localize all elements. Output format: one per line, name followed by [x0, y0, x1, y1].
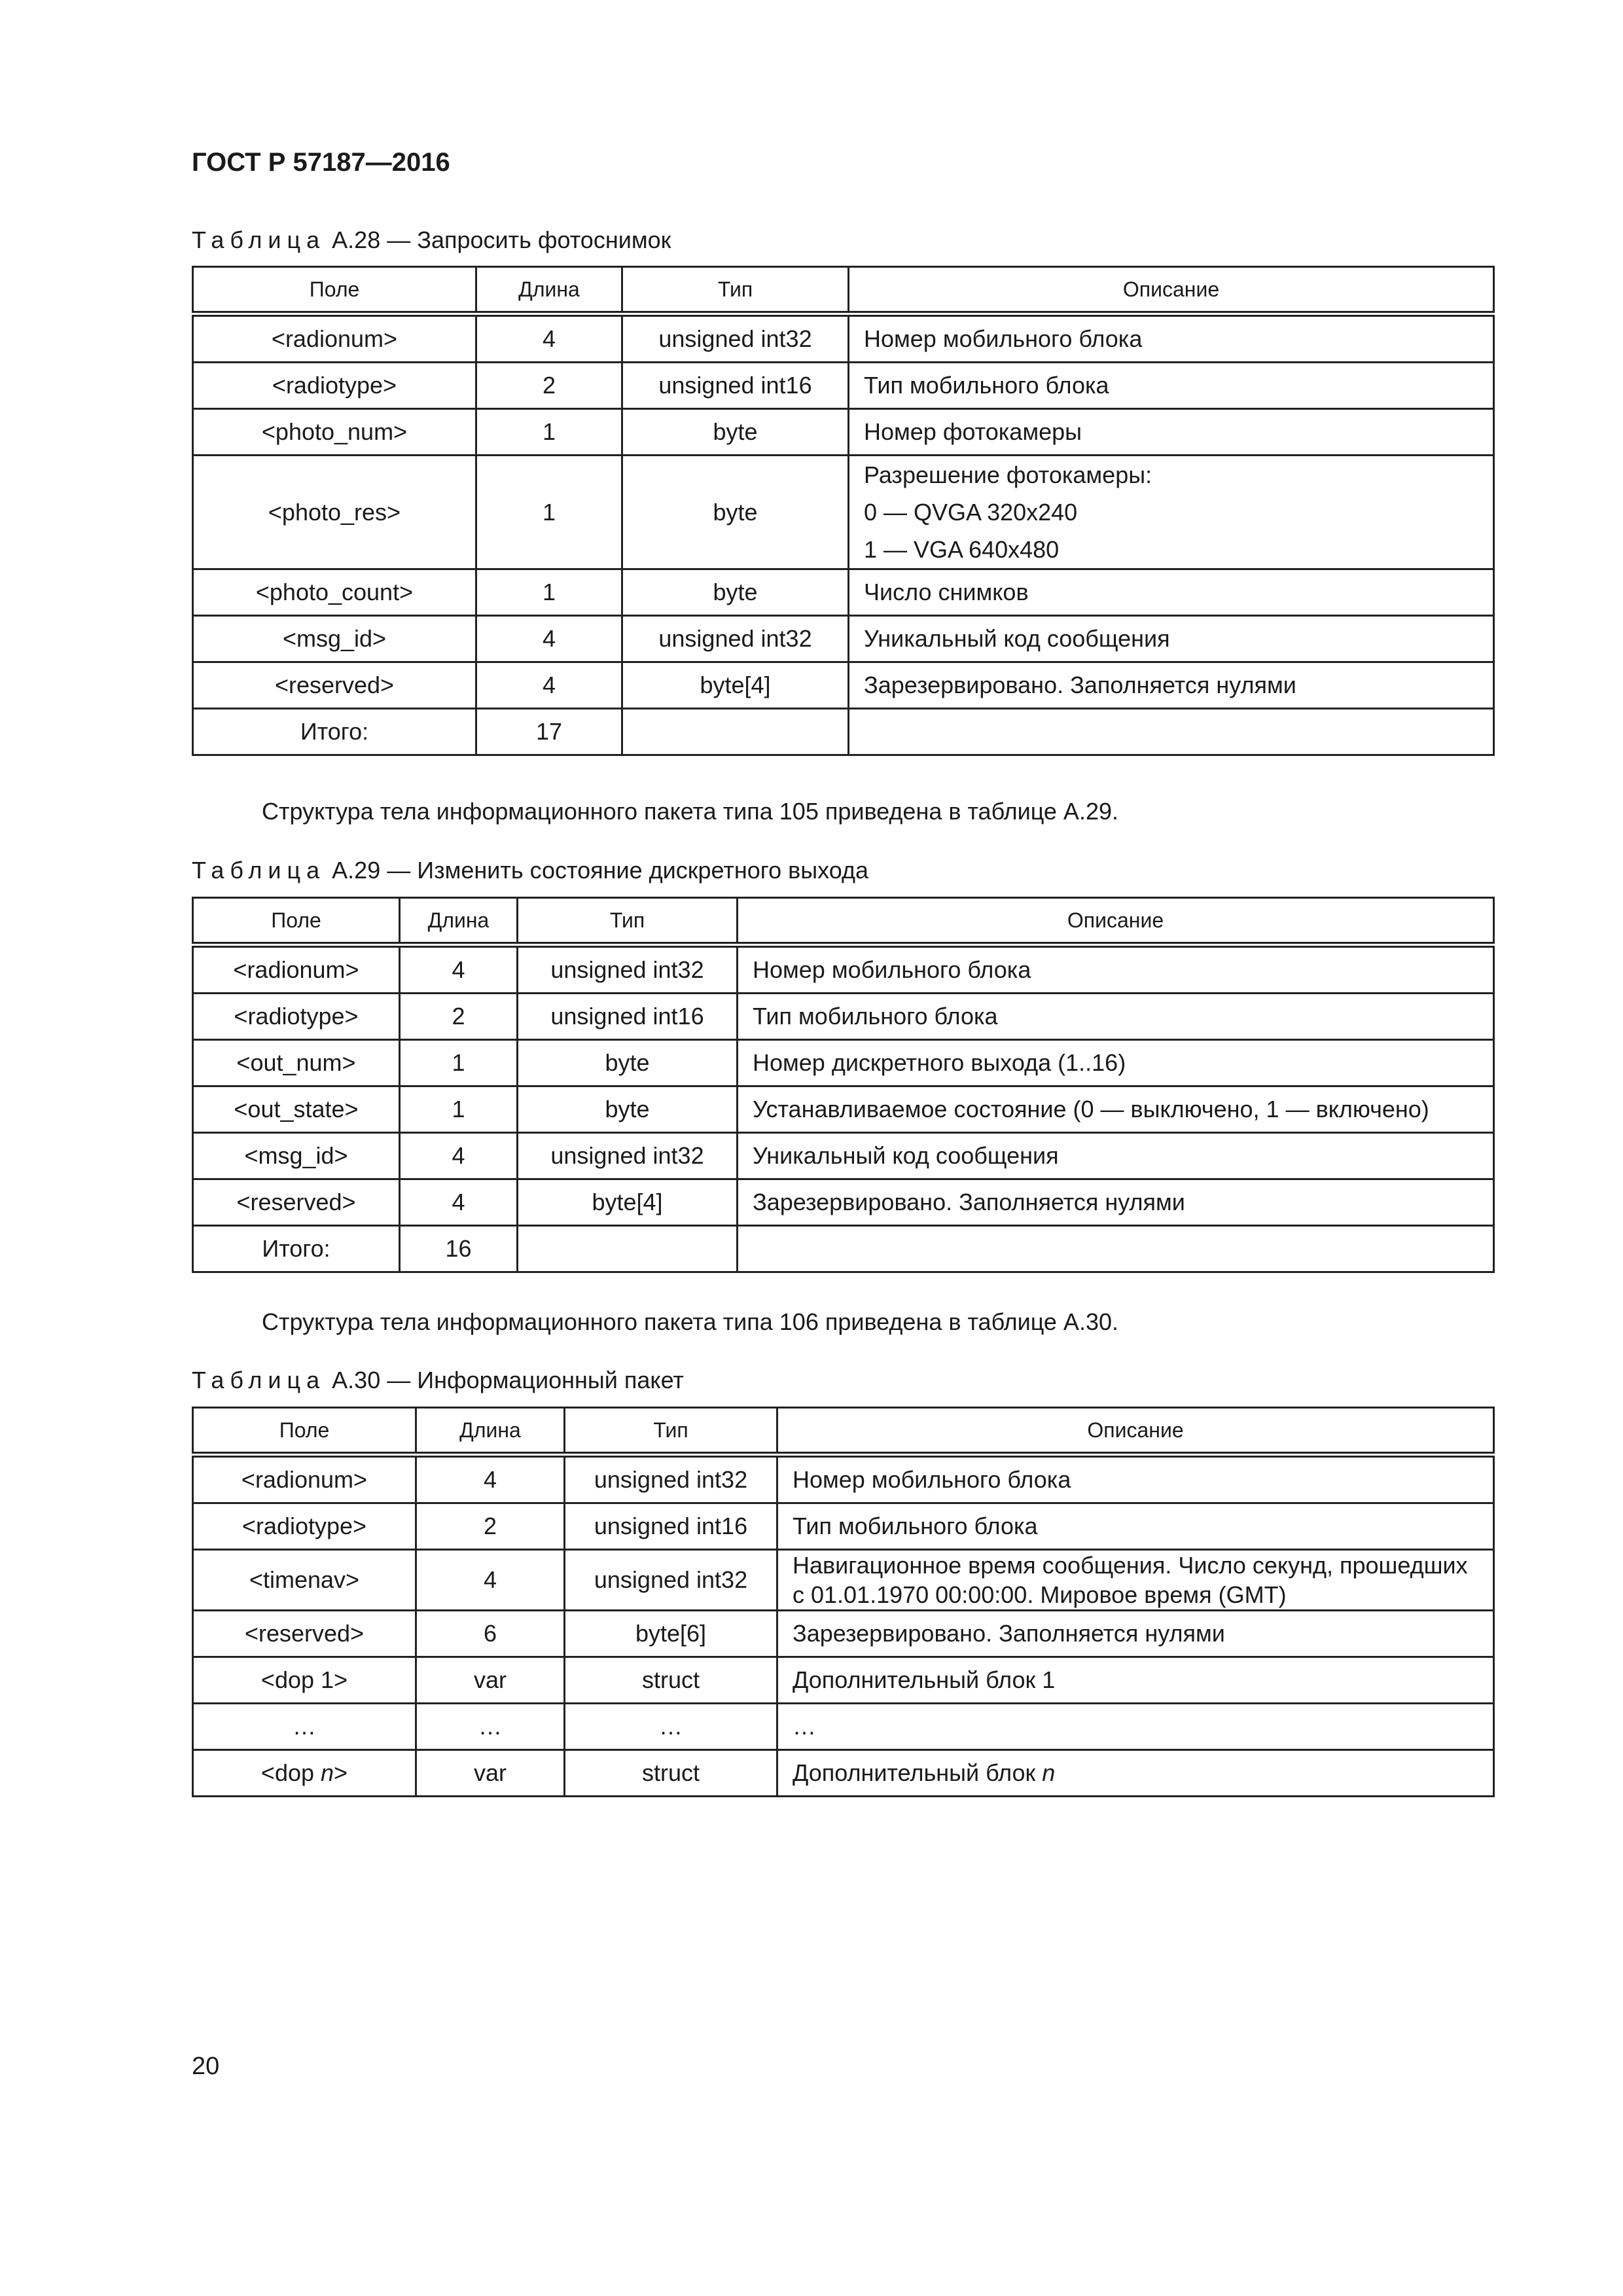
field-italic: n: [321, 1759, 334, 1786]
column-header-type: Тип: [565, 1408, 777, 1455]
table-row: [193, 1086, 1494, 1133]
table-total-row: [193, 709, 1494, 755]
table-a29-caption: [192, 857, 868, 884]
cell-description: [777, 1750, 1494, 1797]
caption-label: Таблица: [192, 857, 326, 884]
table-row: [193, 1704, 1494, 1750]
field-suffix: >: [334, 1759, 348, 1786]
cell-field: …: [193, 1704, 416, 1750]
table-a28: [192, 266, 1495, 756]
cell-type: byte[4]: [622, 662, 849, 709]
cell-type: byte[4]: [518, 1179, 738, 1226]
column-header-description: Описание: [777, 1408, 1494, 1455]
cell-field: <reserved>: [193, 662, 476, 709]
cell-type: byte: [622, 409, 849, 456]
cell-type: unsigned int16: [565, 1503, 777, 1550]
column-header-field: Поле: [193, 267, 476, 314]
cell-description: Номер мобильного блока: [777, 1455, 1494, 1503]
cell-type: [622, 709, 849, 755]
paragraph-106: Структура тела информационного пакета типа 106 приведена в таблице А.30.: [262, 1308, 1118, 1335]
cell-description: Номер дискретного выхода (1..16): [738, 1040, 1494, 1086]
caption-label: Таблица: [192, 226, 326, 253]
cell-field: <radiotype>: [193, 994, 400, 1040]
cell-length: 4: [416, 1455, 565, 1503]
description-line: Разрешение фотокамеры:: [864, 461, 1152, 488]
cell-type: [518, 1226, 738, 1272]
table-row: [193, 363, 1494, 409]
table-row: [193, 569, 1494, 616]
cell-field: <radiotype>: [193, 363, 476, 409]
cell-length: 4: [476, 314, 622, 363]
cell-description: [849, 709, 1494, 755]
cell-field: <radionum>: [193, 1455, 416, 1503]
table-row: [193, 662, 1494, 709]
description-line: Навигационное время сообщения. Число секунд, прошедших: [793, 1552, 1468, 1579]
cell-length: 16: [400, 1226, 518, 1272]
cell-field: <timenav>: [193, 1550, 416, 1611]
table-header-row: [193, 898, 1494, 945]
caption-title: А.30 — Информационный пакет: [325, 1367, 684, 1393]
cell-description: Номер мобильного блока: [738, 945, 1494, 994]
cell-length: 2: [476, 363, 622, 409]
cell-description: Уникальный код сообщения: [849, 616, 1494, 662]
table-row: [193, 1750, 1494, 1797]
table-row: [193, 1611, 1494, 1657]
description-line: с 01.01.1970 00:00:00. Мировое время (GMT): [793, 1581, 1287, 1608]
cell-length: 1: [476, 409, 622, 456]
cell-description: Число снимков: [849, 569, 1494, 616]
description-line: 1 — VGA 640x480: [864, 536, 1060, 563]
description-italic: n: [1042, 1759, 1056, 1786]
field-prefix: <dop: [260, 1759, 321, 1786]
column-header-length: Длина: [400, 898, 518, 945]
cell-type: unsigned int16: [622, 363, 849, 409]
description-line: 0 — QVGA 320x240: [864, 499, 1078, 526]
table-row: [193, 409, 1494, 456]
column-header-description: Описание: [849, 267, 1494, 314]
cell-field: [193, 1750, 416, 1797]
table-row: [193, 1179, 1494, 1226]
cell-length: 1: [400, 1086, 518, 1133]
table-row: [193, 456, 1494, 569]
cell-description: Тип мобильного блока: [738, 994, 1494, 1040]
cell-description: Уникальный код сообщения: [738, 1133, 1494, 1179]
cell-length: 4: [400, 945, 518, 994]
cell-type: struct: [565, 1750, 777, 1797]
cell-type: unsigned int32: [518, 945, 738, 994]
table-a30-caption: [192, 1367, 684, 1394]
cell-length: var: [416, 1657, 565, 1704]
cell-type: …: [565, 1704, 777, 1750]
column-header-type: Тип: [518, 898, 738, 945]
cell-type: unsigned int16: [518, 994, 738, 1040]
cell-length: 4: [476, 662, 622, 709]
cell-type: byte: [622, 456, 849, 569]
cell-field: <photo_count>: [193, 569, 476, 616]
table-row: [193, 314, 1494, 363]
cell-field: <msg_id>: [193, 616, 476, 662]
cell-length: 4: [416, 1550, 565, 1611]
table-header-row: [193, 267, 1494, 314]
cell-field: <radiotype>: [193, 1503, 416, 1550]
table-header-row: [193, 1408, 1494, 1455]
cell-field: <photo_num>: [193, 409, 476, 456]
column-header-field: Поле: [193, 898, 400, 945]
cell-field: <photo_res>: [193, 456, 476, 569]
cell-field: <reserved>: [193, 1611, 416, 1657]
page-number: 20: [192, 2053, 220, 2080]
cell-type: unsigned int32: [565, 1455, 777, 1503]
cell-length: 2: [416, 1503, 565, 1550]
cell-length: 17: [476, 709, 622, 755]
cell-description: Номер фотокамеры: [849, 409, 1494, 456]
cell-field: Итого:: [193, 1226, 400, 1272]
cell-field: <dop 1>: [193, 1657, 416, 1704]
table-row: [193, 1503, 1494, 1550]
table-row: [193, 616, 1494, 662]
cell-length: 2: [400, 994, 518, 1040]
table-total-row: [193, 1226, 1494, 1272]
caption-title: А.28 — Запросить фотоснимок: [325, 226, 671, 253]
cell-description: Дополнительный блок 1: [777, 1657, 1494, 1704]
cell-description: …: [777, 1704, 1494, 1750]
table-a28-caption: [192, 226, 671, 254]
column-header-field: Поле: [193, 1408, 416, 1455]
column-header-type: Тип: [622, 267, 849, 314]
caption-title: А.29 — Изменить состояние дискретного выхода: [325, 857, 868, 884]
table-row: [193, 1657, 1494, 1704]
cell-field: <radionum>: [193, 945, 400, 994]
table-row: [193, 1040, 1494, 1086]
cell-description: Тип мобильного блока: [777, 1503, 1494, 1550]
cell-field: <out_state>: [193, 1086, 400, 1133]
cell-type: unsigned int32: [622, 616, 849, 662]
cell-description: Зарезервировано. Заполняется нулями: [777, 1611, 1494, 1657]
description-prefix: Дополнительный блок: [793, 1759, 1043, 1786]
cell-type: struct: [565, 1657, 777, 1704]
cell-description: Зарезервировано. Заполняется нулями: [738, 1179, 1494, 1226]
cell-type: unsigned int32: [565, 1550, 777, 1611]
table-row: [193, 994, 1494, 1040]
cell-field: <reserved>: [193, 1179, 400, 1226]
cell-description: Зарезервировано. Заполняется нулями: [849, 662, 1494, 709]
table-row: [193, 1550, 1494, 1611]
cell-description: [849, 456, 1494, 569]
cell-field: <radionum>: [193, 314, 476, 363]
cell-length: 6: [416, 1611, 565, 1657]
cell-field: Итого:: [193, 709, 476, 755]
page-header: ГОСТ Р 57187—2016: [192, 148, 450, 177]
paragraph-105: Структура тела информационного пакета типа 105 приведена в таблице А.29.: [262, 798, 1118, 825]
cell-field: <msg_id>: [193, 1133, 400, 1179]
cell-description: [777, 1550, 1494, 1611]
cell-type: byte[6]: [565, 1611, 777, 1657]
column-header-length: Длина: [476, 267, 622, 314]
table-a30: [192, 1407, 1495, 1797]
cell-length: 1: [476, 569, 622, 616]
table-a29: [192, 897, 1495, 1273]
cell-type: byte: [518, 1040, 738, 1086]
column-header-length: Длина: [416, 1408, 565, 1455]
cell-type: byte: [518, 1086, 738, 1133]
cell-length: 1: [476, 456, 622, 569]
cell-length: 1: [400, 1040, 518, 1086]
cell-type: unsigned int32: [518, 1133, 738, 1179]
cell-field: <out_num>: [193, 1040, 400, 1086]
cell-length: …: [416, 1704, 565, 1750]
column-header-description: Описание: [738, 898, 1494, 945]
cell-description: Устанавливаемое состояние (0 — выключено, 1 — включено): [738, 1086, 1494, 1133]
cell-description: [738, 1226, 1494, 1272]
table-row: [193, 945, 1494, 994]
cell-type: unsigned int32: [622, 314, 849, 363]
cell-type: byte: [622, 569, 849, 616]
cell-length: 4: [476, 616, 622, 662]
cell-description: Тип мобильного блока: [849, 363, 1494, 409]
cell-description: Номер мобильного блока: [849, 314, 1494, 363]
caption-label: Таблица: [192, 1367, 326, 1393]
cell-length: 4: [400, 1133, 518, 1179]
table-row: [193, 1133, 1494, 1179]
cell-length: 4: [400, 1179, 518, 1226]
table-row: [193, 1455, 1494, 1503]
cell-length: var: [416, 1750, 565, 1797]
